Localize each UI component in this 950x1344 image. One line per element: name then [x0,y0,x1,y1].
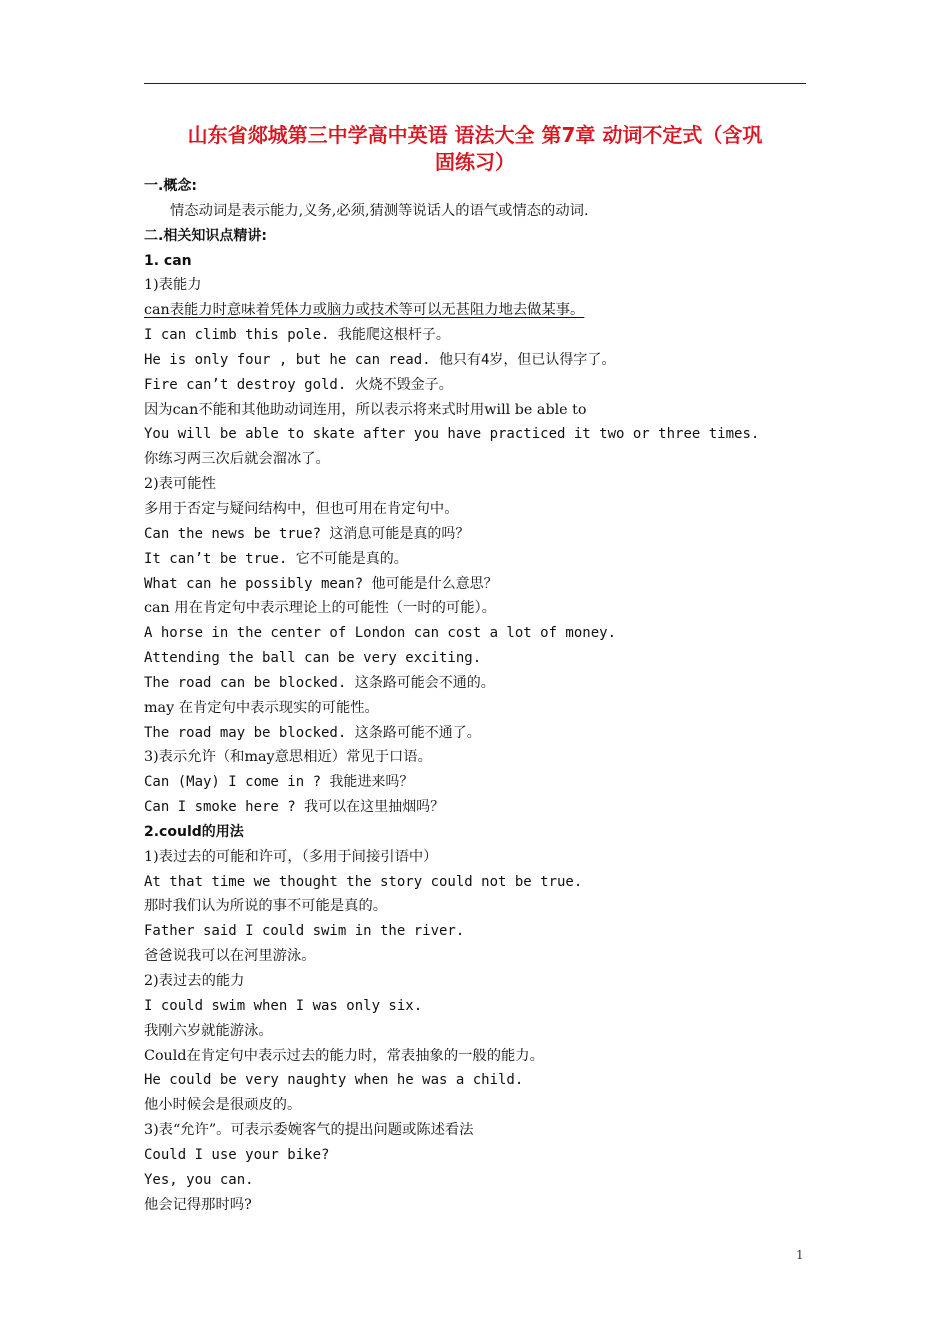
text-line: Fire can’t destroy gold. 火烧不毁金子。 [144,376,453,393]
section-heading: 1. can [144,252,192,269]
text-line: 他小时候会是很顽皮的。 [144,1097,302,1114]
text-line: can表能力时意味着凭体力或脑力或技术等可以无甚阻力地去做某事。 [144,302,585,319]
text-line: You will be able to skate after you have practiced it two or three times. [144,426,760,443]
text-line: Father said I could swim in the river. [144,923,465,940]
page-title [140,122,810,176]
text-line: Can the news be true? 这消息可能是真的吗？ [144,525,470,542]
title-line-2: 固练习） [435,150,515,174]
text-line: At that time we thought the story could not be true. [144,873,583,890]
text-line: Could I use your bike? [144,1146,330,1163]
text-line: The road can be blocked. 这条路可能会不通的。 [144,674,495,691]
text-line: 2)表过去的能力 [144,973,245,989]
section-heading: 二.相关知识点精讲: [144,227,267,244]
text-line: 因为can不能和其他助动词连用，所以表示将来式时用will be able to [144,401,587,418]
text-line: Can I smoke here ? 我可以在这里抽烟吗？ [144,799,445,816]
text-line: 3)表示允许（和may意思相近）常见于口语。 [144,749,432,766]
text-line: 那时我们认为所说的事不可能是真的。 [144,898,388,915]
text-line: 爸爸说我可以在河里游泳。 [144,948,316,965]
text-line: 你练习两三次后就会溜冰了。 [144,451,330,468]
header-rule [144,83,806,84]
text-line: Could在肯定句中表示过去的能力时，常表抽象的一般的能力。 [144,1047,544,1064]
section-heading: 2.could的用法 [144,823,244,840]
text-line: 2)表可能性 [144,476,216,493]
text-line: What can he possibly mean? 他可能是什么意思？ [144,575,498,592]
text-line: Attending the ball can be very exciting. [144,650,482,667]
text-line: Can (May) I come in ? 我能进来吗？ [144,774,414,791]
text-line: Yes, you can. [144,1171,254,1188]
text-line: He is only four , but he can read. 他只有4岁，但已认得字了。 [144,351,616,368]
text-line: 多用于否定与疑问结构中，但也可用在肯定句中。 [144,500,459,517]
text-line: He could be very naughty when he was a child. [144,1072,524,1089]
document-body [144,174,814,1217]
text-line: 1)表能力 [144,277,202,294]
page-number: 1 [796,1248,804,1262]
text-line: can 用在肯定句中表示理论上的可能性（一时的可能）。 [144,600,496,617]
section-heading: 一.概念: [144,178,197,194]
text-line: It can’t be true. 它不可能是真的。 [144,550,408,567]
text-line: The road may be blocked. 这条路可能不通了。 [144,724,481,741]
text-line: may 在肯定句中表示现实的可能性。 [144,699,379,716]
text-line: 3)表“允许”。可表示委婉客气的提出问题或陈述看法 [144,1122,474,1139]
text-line: 1)表过去的可能和许可，（多用于间接引语中） [144,848,438,865]
text-line: 我刚六岁就能游泳。 [144,1022,273,1039]
text-line: I could swim when I was only six. [144,997,423,1014]
text-line: 情态动词是表示能力,义务,必须,猜测等说话人的语气或情态的动词. [170,202,589,219]
text-line: I can climb this pole. 我能爬这根杆子。 [144,327,450,344]
text-line: 他会记得那时吗? [144,1196,252,1213]
text-line: A horse in the center of London can cost a lot of money. [144,625,617,642]
title-line-1: 山东省郯城第三中学高中英语 语法大全 第7章 动词不定式（含巩 [187,123,763,147]
